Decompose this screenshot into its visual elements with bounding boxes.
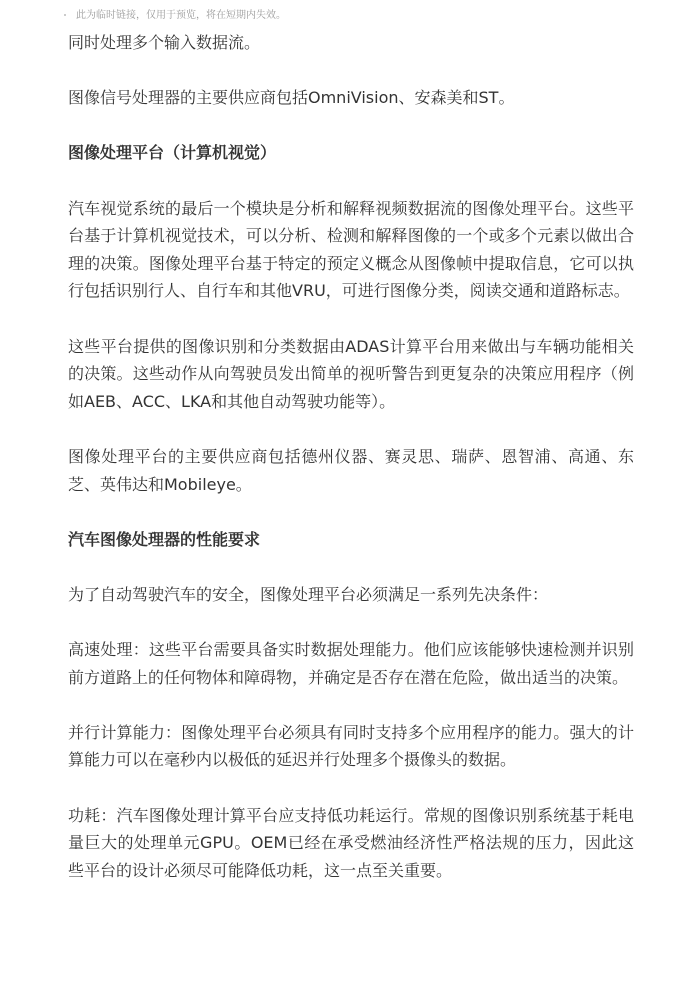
paragraph: 为了自动驾驶汽车的安全，图像处理平台必须满足一系列先决条件： (68, 584, 549, 604)
paragraph: 汽车视觉系统的最后一个模块是分析和解释视频数据流的图像处理平台。这些平台基于计算机视觉技术，可以分析、检测和解释图像的一个或多个元素以做出合理的决策。图像处理平台基于特定的预定义概念从图像帧中提取信息，它可以执行包括识别行人、自行车和其他VRU，可进行图像分类，阅读交通和道路标志。 (68, 198, 634, 301)
paragraph: 同时处理多个输入数据流。 (68, 33, 261, 52)
paragraph: 并行计算能力：图像处理平台必须具有同时支持多个应用程序的能力。强大的计算能力可以在毫秒内以极低的延迟并行处理多个摄像头的数据。 (68, 722, 634, 770)
section-heading: 图像处理平台（计算机视觉） (68, 143, 277, 163)
section-heading: 汽车图像处理器的性能要求 (68, 529, 261, 549)
bullet-icon (64, 14, 66, 16)
temporary-link-notice (64, 9, 286, 23)
paragraph: 高速处理：这些平台需要具备实时数据处理能力。他们应该能够快速检测并识别前方道路上的任何物体和障碍物，并确定是否存在潜在危险，做出适当的决策。 (68, 640, 634, 687)
notice-text: 此为临时链接，仅用于预览，将在短期内失效。 (76, 10, 286, 21)
paragraph: 这些平台提供的图像识别和分类数据由ADAS计算平台用来做出与车辆功能相关的决策。这些动作从向驾驶员发出简单的视听警告到更复杂的决策应用程序（例如AEB、ACC、LKA和其他自动驾驶功能等）。 (68, 336, 634, 411)
paragraph: 图像处理平台的主要供应商包括德州仪器、赛灵思、瑞萨、恩智浦、高通、东芝、英伟达和Mobileye。 (68, 446, 634, 494)
paragraph: 图像信号处理器的主要供应商包括OmniVision、安森美和ST。 (68, 88, 515, 108)
article-body (68, 29, 634, 912)
paragraph: 功耗：汽车图像处理计算平台应支持低功耗运行。常规的图像识别系统基于耗电量巨大的处理单元GPU。OEM已经在承受燃油经济性严格法规的压力，因此这些平台的设计必须尽可能降低功耗，这一点至关重要。 (68, 805, 634, 880)
